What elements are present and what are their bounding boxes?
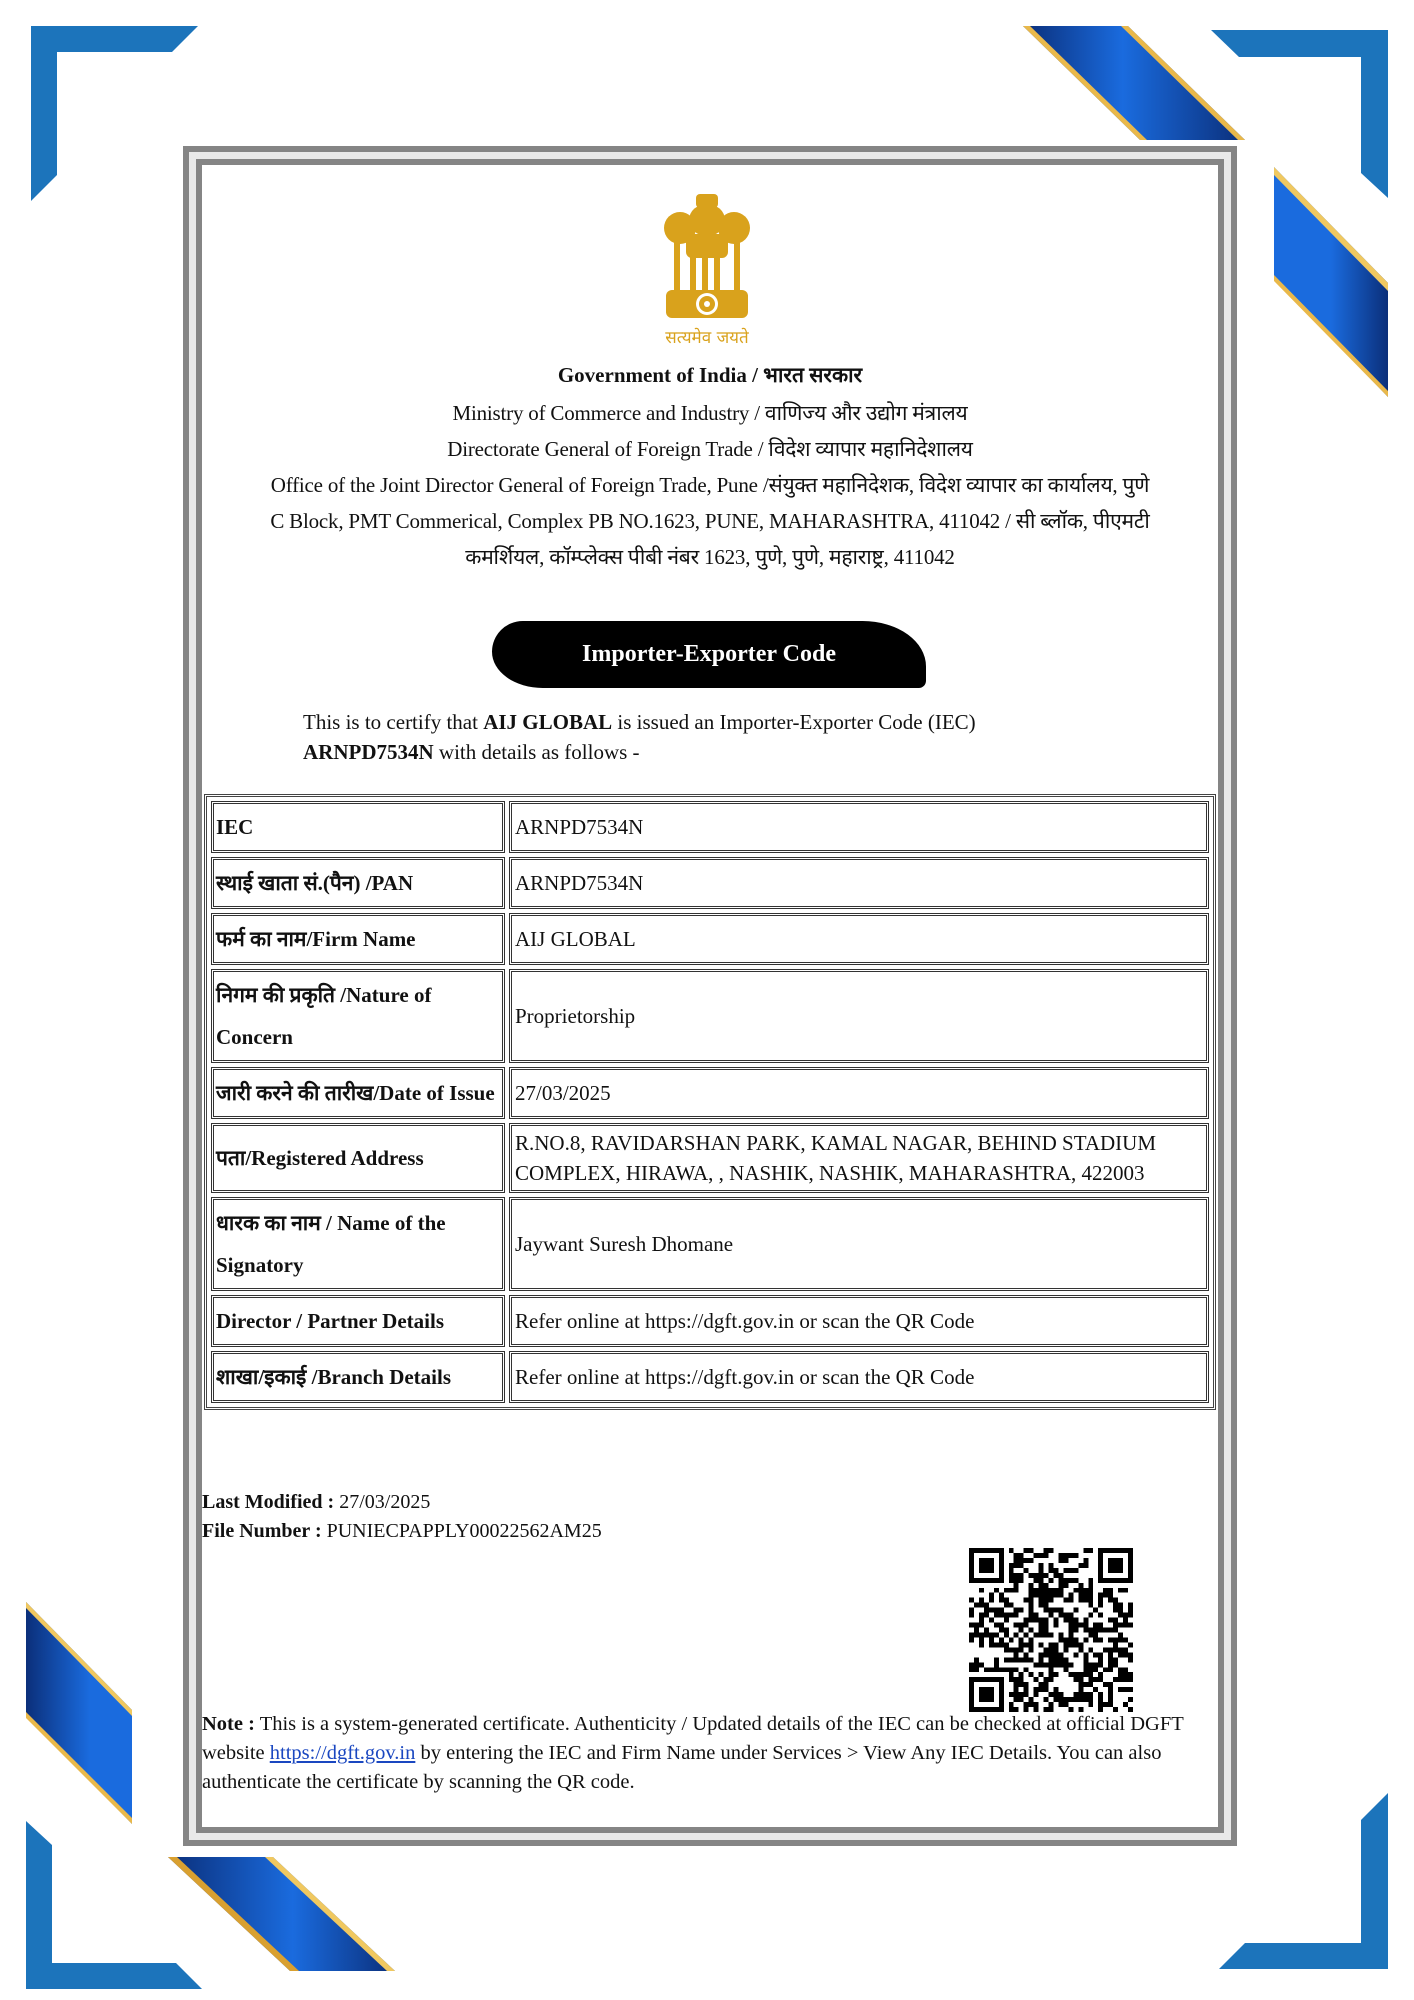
details-label: निगम की प्रकृति /Nature of Concern bbox=[211, 969, 505, 1063]
note-label: Note : bbox=[202, 1713, 255, 1735]
government-title: Government of India / भारत सरकार bbox=[557, 363, 863, 387]
emblem-motto: सत्यमेव जयते bbox=[665, 328, 749, 348]
file-number bbox=[202, 1520, 602, 1543]
iec-details-table bbox=[204, 794, 1216, 1410]
details-value: 27/03/2025 bbox=[509, 1067, 1209, 1119]
details-value: Refer online at https://dgft.gov.in or scan the QR Code bbox=[509, 1351, 1209, 1403]
ribbon-top bbox=[1020, 25, 1250, 145]
certify-firm-name: AIJ GLOBAL bbox=[483, 710, 613, 734]
details-row bbox=[211, 1295, 1209, 1347]
details-label: IEC bbox=[211, 801, 505, 853]
file-number-value: PUNIECPAPPLY00022562AM25 bbox=[326, 1520, 602, 1542]
details-row bbox=[211, 1351, 1209, 1403]
details-row bbox=[211, 1067, 1209, 1119]
certificate-title-badge: Importer-Exporter Code bbox=[492, 621, 926, 688]
details-label: Director / Partner Details bbox=[211, 1295, 505, 1347]
certification-statement bbox=[303, 707, 1103, 767]
details-label: स्थाई खाता सं.(पैन) /PAN bbox=[211, 857, 505, 909]
details-label: फर्म का नाम/Firm Name bbox=[211, 913, 505, 965]
certify-prefix: This is to certify that bbox=[303, 710, 484, 734]
details-value: ARNPD7534N bbox=[509, 801, 1209, 853]
ribbon-right bbox=[1272, 165, 1412, 405]
details-value: ARNPD7534N bbox=[509, 857, 1209, 909]
details-value: AIJ GLOBAL bbox=[509, 913, 1209, 965]
details-row bbox=[211, 801, 1209, 853]
directorate-line: Directorate General of Foreign Trade / विदेश व्यापार महानिदेशालय bbox=[447, 437, 973, 461]
note-text-1: This is a system-generated certificate. Authenticity / Updated details of the IEC can be checked at official DGFT website bbox=[202, 1713, 1184, 1764]
details-label: शाखा/इकाई /Branch Details bbox=[211, 1351, 505, 1403]
details-label: जारी करने की तारीख/Date of Issue bbox=[211, 1067, 505, 1119]
qr-finder-pattern bbox=[979, 1687, 994, 1702]
certify-suffix: with details as follows - bbox=[433, 740, 640, 764]
details-row bbox=[211, 857, 1209, 909]
details-label: पता/Registered Address bbox=[211, 1123, 505, 1193]
last-modified-label: Last Modified : bbox=[202, 1491, 335, 1513]
note-paragraph bbox=[202, 1710, 1212, 1797]
national-emblem-icon bbox=[652, 190, 762, 350]
office-address-line-1: C Block, PMT Commerical, Complex PB NO.1623, PUNE, MAHARASHTRA, 411042 / सी ब्लॉक, पीएमटी bbox=[270, 509, 1150, 533]
note-text-2: by entering the IEC and Firm Name under Services > View Any IEC Details. You can also authenticate the certificate by scanning the QR code. bbox=[202, 1742, 1162, 1793]
details-label: धारक का नाम / Name of the Signatory bbox=[211, 1197, 505, 1291]
certify-iec: ARNPD7534N bbox=[303, 740, 434, 764]
qr-code-icon[interactable] bbox=[969, 1548, 1133, 1712]
details-row bbox=[211, 1123, 1209, 1193]
qr-finder-pattern bbox=[979, 1558, 994, 1573]
details-row bbox=[211, 969, 1209, 1063]
details-value: Jaywant Suresh Dhomane bbox=[509, 1197, 1209, 1291]
office-address-line-2: कमर्शियल, कॉम्प्लेक्स पीबी नंबर 1623, पुणे, पुणे, महाराष्ट्र, 411042 bbox=[465, 545, 955, 569]
qr-finder-pattern bbox=[1108, 1558, 1123, 1573]
details-value: Proprietorship bbox=[509, 969, 1209, 1063]
last-modified-value: 27/03/2025 bbox=[339, 1491, 431, 1513]
details-row bbox=[211, 1197, 1209, 1291]
details-row bbox=[211, 913, 1209, 965]
details-value: R.NO.8, RAVIDARSHAN PARK, KAMAL NAGAR, BEHIND STADIUM COMPLEX, HIRAWA, , NASHIK, NASHIK, MAHARASHTRA, 422003 bbox=[509, 1123, 1209, 1193]
office-line: Office of the Joint Director General of Foreign Trade, Pune /संयुक्त महानिदेशक, विदेश व्यापार का कार्यालय, पुणे bbox=[270, 473, 1150, 497]
ribbon-bottom bbox=[165, 1855, 405, 1975]
certify-middle: is issued an Importer-Exporter Code (IEC) bbox=[612, 710, 976, 734]
details-value: Refer online at https://dgft.gov.in or scan the QR Code bbox=[509, 1295, 1209, 1347]
last-modified bbox=[202, 1491, 430, 1514]
ministry-line: Ministry of Commerce and Industry / वाणिज्य और उद्योग मंत्रालय bbox=[452, 401, 968, 425]
file-number-label: File Number : bbox=[202, 1520, 322, 1542]
dgft-website-link[interactable]: https://dgft.gov.in bbox=[269, 1742, 416, 1764]
